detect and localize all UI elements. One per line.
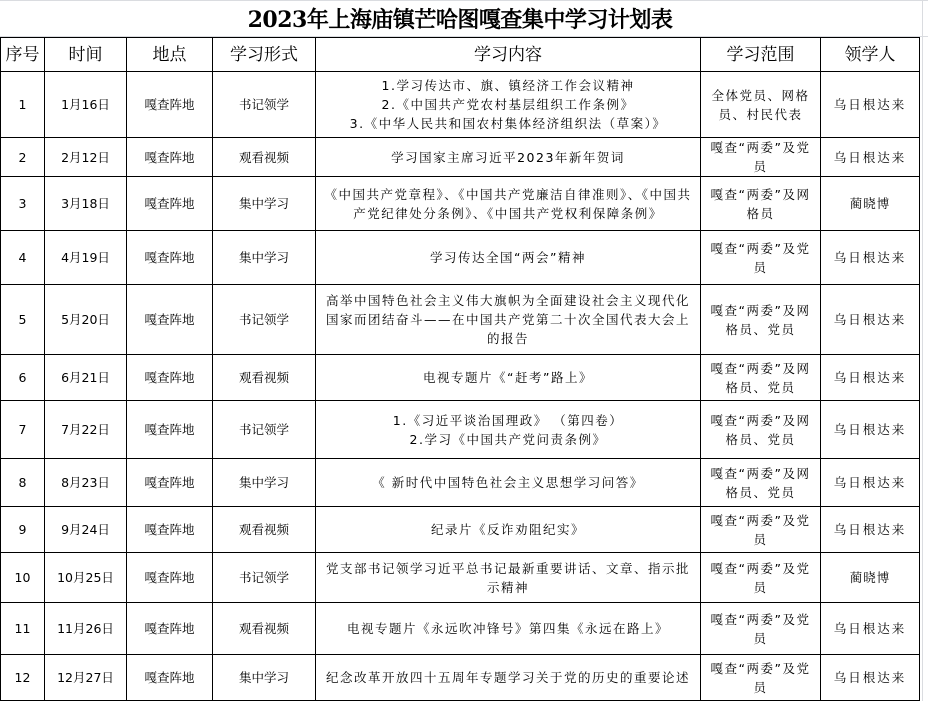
header-content[interactable]: 学习内容 — [316, 38, 701, 72]
cell-leader[interactable]: 乌日根达来 — [821, 459, 920, 507]
cell-place[interactable]: 嘎查阵地 — [127, 401, 213, 459]
table-row — [1, 655, 920, 701]
cell-no[interactable]: 12 — [1, 655, 45, 701]
cell-no[interactable]: 1 — [1, 72, 45, 138]
cell-no[interactable]: 2 — [1, 138, 45, 177]
cell-no[interactable]: 11 — [1, 603, 45, 655]
cell-scope[interactable]: 嘎查“两委”及网格员 — [701, 177, 821, 231]
cell-date[interactable]: 12月27日 — [45, 655, 127, 701]
cell-scope[interactable]: 嘎查“两委”及党员 — [701, 603, 821, 655]
table-row — [1, 138, 920, 177]
content-line: 学习国家主席习近平2023年新年贺词 — [391, 149, 625, 165]
cell-no[interactable]: 9 — [1, 507, 45, 553]
content-line: 高举中国特色社会主义伟大旗帜为全面建设社会主义现代化国家而团结奋斗——在中国共产党第二十次全国代表大会上的报告 — [325, 293, 690, 346]
cell-date[interactable]: 6月21日 — [45, 355, 127, 401]
cell-leader[interactable]: 乌日根达来 — [821, 138, 920, 177]
cell-scope[interactable]: 嘎查“两委”及网格员、党员 — [701, 285, 821, 355]
cell-place[interactable]: 嘎查阵地 — [127, 553, 213, 603]
content-line: 《中国共产党章程》、《中国共产党廉洁自律准则》、《中国共产党纪律处分条例》、《中国共产党权利保障条例》 — [324, 186, 692, 221]
cell-scope[interactable]: 嘎查“两委”及网格员、党员 — [701, 401, 821, 459]
header-form[interactable]: 学习形式 — [213, 38, 316, 72]
table-row — [1, 459, 920, 507]
content-line: 1.《习近平谈治国理政》 （第四卷） — [392, 412, 624, 428]
content-line: 2.学习《中国共产党问责条例》 — [409, 431, 607, 447]
content-line: 电视专题片《“赶考”路上》 — [423, 370, 593, 385]
table-row — [1, 355, 920, 401]
header-place[interactable]: 地点 — [127, 38, 213, 72]
cell-form[interactable]: 书记领学 — [213, 401, 316, 459]
content-line: 《 新时代中国特色社会主义思想学习问答》 — [372, 475, 644, 490]
cell-scope[interactable]: 嘎查“两委”及党员 — [701, 553, 821, 603]
cell-content[interactable] — [316, 655, 701, 701]
cell-scope[interactable]: 嘎查“两委”及党员 — [701, 655, 821, 701]
cell-no[interactable]: 4 — [1, 231, 45, 285]
content-line: 纪念改革开放四十五周年专题学习关于党的历史的重要论述 — [325, 670, 690, 685]
cell-leader[interactable]: 乌日根达来 — [821, 507, 920, 553]
content-line: 党支部书记领学习近平总书记最新重要讲话、文章、指示批示精神 — [325, 560, 690, 595]
cell-leader[interactable]: 乌日根达来 — [821, 285, 920, 355]
cell-form[interactable]: 观看视频 — [213, 507, 316, 553]
cell-form[interactable]: 观看视频 — [213, 355, 316, 401]
cell-content[interactable] — [316, 72, 701, 138]
cell-place[interactable]: 嘎查阵地 — [127, 285, 213, 355]
table-row — [1, 72, 920, 138]
cell-content[interactable] — [316, 231, 701, 285]
cell-place[interactable]: 嘎查阵地 — [127, 507, 213, 553]
cell-content[interactable] — [316, 355, 701, 401]
cell-date[interactable]: 2月12日 — [45, 138, 127, 177]
cell-form[interactable]: 集中学习 — [213, 177, 316, 231]
content-line: 电视专题片《永远吹冲锋号》第四集《永远在路上》 — [346, 621, 669, 636]
cell-form[interactable]: 集中学习 — [213, 459, 316, 507]
cell-leader[interactable]: 乌日根达来 — [821, 355, 920, 401]
cell-content[interactable] — [316, 507, 701, 553]
cell-date[interactable]: 5月20日 — [45, 285, 127, 355]
cell-date[interactable]: 4月19日 — [45, 231, 127, 285]
header-scope[interactable]: 学习范围 — [701, 38, 821, 72]
cell-date[interactable]: 8月23日 — [45, 459, 127, 507]
header-row — [1, 38, 920, 72]
cell-no[interactable]: 6 — [1, 355, 45, 401]
header-leader[interactable]: 领学人 — [821, 38, 920, 72]
cell-content[interactable] — [316, 553, 701, 603]
cell-no[interactable]: 5 — [1, 285, 45, 355]
content-line: 1.学习传达市、旗、镇经济工作会议精神 — [381, 78, 635, 93]
cell-scope[interactable]: 嘎查“两委”及网格员、党员 — [701, 459, 821, 507]
cell-scope[interactable]: 全体党员、网格员、村民代表 — [701, 72, 821, 138]
cell-form[interactable]: 集中学习 — [213, 231, 316, 285]
content-line: 纪录片《反诈劝阻纪实》 — [430, 522, 585, 537]
table-row — [1, 231, 920, 285]
content-line: 3.《中华人民共和国农村集体经济组织法（草案）》 — [349, 116, 667, 131]
cell-form[interactable]: 观看视频 — [213, 138, 316, 177]
cell-content[interactable] — [316, 603, 701, 655]
cell-form[interactable]: 书记领学 — [213, 72, 316, 138]
cell-form[interactable]: 观看视频 — [213, 603, 316, 655]
cell-leader[interactable]: 乌日根达来 — [821, 231, 920, 285]
cell-date[interactable]: 11月26日 — [45, 603, 127, 655]
cell-content[interactable] — [316, 177, 701, 231]
cell-leader[interactable]: 乌日根达来 — [821, 603, 920, 655]
cell-form[interactable]: 集中学习 — [213, 655, 316, 701]
cell-place[interactable]: 嘎查阵地 — [127, 459, 213, 507]
cell-leader[interactable]: 蔺晓博 — [821, 553, 920, 603]
header-no[interactable]: 序号 — [1, 38, 45, 72]
cell-place[interactable]: 嘎查阵地 — [127, 231, 213, 285]
cell-content[interactable] — [316, 459, 701, 507]
cell-content[interactable] — [316, 401, 701, 459]
cell-leader[interactable]: 乌日根达来 — [821, 655, 920, 701]
cell-place[interactable]: 嘎查阵地 — [127, 177, 213, 231]
cell-leader[interactable]: 乌日根达来 — [821, 72, 920, 138]
cell-no[interactable]: 3 — [1, 177, 45, 231]
cell-place[interactable]: 嘎查阵地 — [127, 655, 213, 701]
cell-date[interactable]: 3月18日 — [45, 177, 127, 231]
cell-no[interactable]: 8 — [1, 459, 45, 507]
cell-date[interactable]: 9月24日 — [45, 507, 127, 553]
cell-place[interactable]: 嘎查阵地 — [127, 138, 213, 177]
cell-no[interactable]: 7 — [1, 401, 45, 459]
table-row — [1, 177, 920, 231]
table-row — [1, 507, 920, 553]
cell-leader[interactable]: 乌日根达来 — [821, 401, 920, 459]
cell-date[interactable]: 7月22日 — [45, 401, 127, 459]
cell-content[interactable] — [316, 138, 701, 177]
table-row — [1, 401, 920, 459]
cell-date[interactable]: 10月25日 — [45, 553, 127, 603]
content-line: 2.《中国共产党农村基层组织工作条例》 — [381, 97, 635, 112]
cell-leader[interactable]: 蔺晓博 — [821, 177, 920, 231]
page-title: 2023年上海庙镇芒哈图嘎查集中学习计划表 — [247, 7, 673, 33]
cell-scope[interactable]: 嘎查“两委”及党员 — [701, 507, 821, 553]
cell-place[interactable]: 嘎查阵地 — [127, 603, 213, 655]
study-plan-table — [0, 37, 920, 701]
table-row — [1, 285, 920, 355]
cell-form[interactable]: 书记领学 — [213, 553, 316, 603]
cell-scope[interactable]: 嘎查“两委”及党员 — [701, 231, 821, 285]
cell-content[interactable] — [316, 285, 701, 355]
cell-form[interactable]: 书记领学 — [213, 285, 316, 355]
cell-date[interactable]: 1月16日 — [45, 72, 127, 138]
table-row — [1, 553, 920, 603]
cell-scope[interactable]: 嘎查“两委”及网格员、党员 — [701, 355, 821, 401]
header-date[interactable]: 时间 — [45, 38, 127, 72]
cell-place[interactable]: 嘎查阵地 — [127, 355, 213, 401]
content-line: 学习传达全国“两会”精神 — [430, 250, 586, 265]
cell-scope[interactable]: 嘎查“两委”及党员 — [701, 138, 821, 177]
table-row — [1, 603, 920, 655]
cell-place[interactable]: 嘎查阵地 — [127, 72, 213, 138]
cell-no[interactable]: 10 — [1, 553, 45, 603]
